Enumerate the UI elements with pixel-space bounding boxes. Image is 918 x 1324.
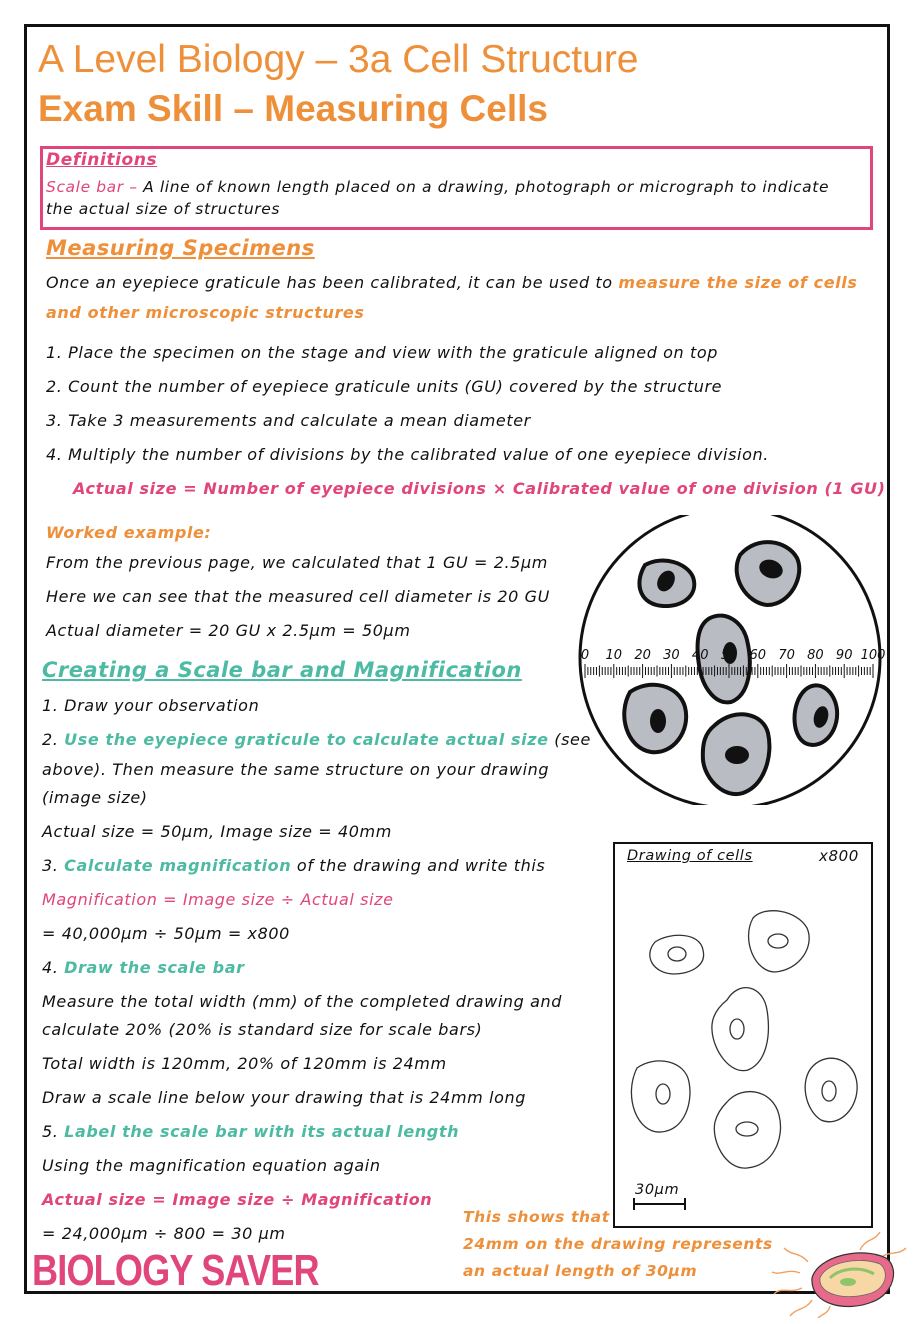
actual-size-calculation: = 24,000μm ÷ 800 = 30 μm <box>42 1224 286 1243</box>
graticule-label: 0 <box>580 648 590 663</box>
drawing-magnification: x800 <box>819 847 859 865</box>
page-title: A Level Biology – 3a Cell Structure <box>38 38 639 81</box>
note-line-2: 24mm on the drawing represents <box>463 1235 773 1253</box>
scale-step-4 <box>42 958 245 977</box>
measuring-intro <box>46 273 857 292</box>
drawn-cell-1 <box>650 935 704 974</box>
measure-step-1: 1. Place the specimen on the stage and view with the graticule aligned on top <box>46 343 718 362</box>
nucleus-6 <box>725 746 749 764</box>
sizes-line: Actual size = 50μm, Image size = 40mm <box>42 822 392 841</box>
measuring-intro-highlight: measure the size of cells <box>618 273 858 292</box>
scale-step-4-highlight: Draw the scale bar <box>64 958 245 977</box>
scale-step-1: 1. Draw your observation <box>42 696 260 715</box>
scale-step-5 <box>42 1122 459 1141</box>
scale-step-3 <box>42 856 545 875</box>
graticule-label: 100 <box>860 648 886 663</box>
scale-bar-label: 30μm <box>635 1182 680 1198</box>
drawn-nucleus-4 <box>656 1084 670 1104</box>
scale-step-2-line-3: (image size) <box>42 788 148 807</box>
scale-step-4-line-2: calculate 20% (20% is standard size for scale bars) <box>42 1020 483 1039</box>
measuring-intro-highlight-2: and other microscopic structures <box>46 303 365 322</box>
drawn-cell-5 <box>805 1058 857 1122</box>
scale-step-4-number: 4. <box>42 958 65 977</box>
worked-example-heading: Worked example: <box>46 523 212 542</box>
graticule-label: 60 <box>749 648 767 663</box>
scale-step-2-highlight: Use the eyepiece graticule to calculate actual size <box>64 730 549 749</box>
scale-step-4-line-4: Draw a scale line below your drawing that is 24mm long <box>42 1088 526 1107</box>
measure-step-4: 4. Multiply the number of divisions by the calibrated value of one eyepiece division. <box>46 445 769 464</box>
graticule-label: 70 <box>778 648 795 663</box>
scale-step-5-line-1: Using the magnification equation again <box>42 1156 381 1175</box>
microscope-field-diagram <box>575 515 890 805</box>
biology-saver-logo: BIOLOGY SAVER <box>32 1246 319 1295</box>
bacterium-illustration <box>770 1228 910 1318</box>
drawing-title: Drawing of cells <box>627 848 753 864</box>
definition-term: Scale bar – <box>46 178 138 196</box>
scale-step-3-highlight: Calculate magnification <box>64 856 292 875</box>
graticule-label: 20 <box>634 648 651 663</box>
drawn-nucleus-1 <box>668 947 686 961</box>
drawn-cell-3 <box>712 988 769 1071</box>
page-subtitle: Exam Skill – Measuring Cells <box>38 88 548 129</box>
note-line-1: This shows that <box>463 1208 610 1226</box>
scale-bar <box>634 1198 685 1210</box>
measuring-heading: Measuring Specimens <box>46 236 315 260</box>
graticule-ticks <box>585 664 873 678</box>
graticule-label: 90 <box>835 648 853 663</box>
measure-step-2: 2. Count the number of eyepiece graticule units (GU) covered by the structure <box>46 377 723 396</box>
magnification-formula: Magnification = Image size ÷ Actual size <box>42 890 394 909</box>
scale-step-4-line-1: Measure the total width (mm) of the completed drawing and <box>42 992 562 1011</box>
graticule-label: 30 <box>663 648 680 663</box>
worked-line-1: From the previous page, we calculated that 1 GU = 2.5μm <box>46 553 548 572</box>
scale-step-3-rest: of the drawing and write this <box>291 856 546 875</box>
magnification-calculation: = 40,000μm ÷ 50μm = x800 <box>42 924 290 943</box>
definition-line-1 <box>46 178 829 196</box>
graticule-label: 10 <box>605 648 623 663</box>
scale-bar-heading: Creating a Scale bar and Magnification <box>42 658 522 682</box>
graticule-label: 80 <box>807 648 824 663</box>
measure-step-3: 3. Take 3 measurements and calculate a mean diameter <box>46 411 531 430</box>
definition-text-2: the actual size of structures <box>46 200 281 218</box>
drawn-nucleus-6 <box>736 1122 758 1136</box>
scale-step-5-highlight: Label the scale bar with its actual length <box>64 1122 460 1141</box>
drawn-nucleus-5 <box>822 1081 836 1101</box>
actual-size-equation: Actual size = Image size ÷ Magnification <box>42 1190 433 1209</box>
scale-step-5-number: 5. <box>42 1122 65 1141</box>
scale-step-3-number: 3. <box>42 856 65 875</box>
worked-line-3: Actual diameter = 20 GU x 2.5μm = 50μm <box>46 621 411 640</box>
scale-step-2-number: 2. <box>42 730 65 749</box>
drawn-nucleus-2 <box>768 934 788 948</box>
graticule-label: 40 <box>691 648 709 663</box>
scale-step-2-rest: (see <box>548 730 591 749</box>
note-line-3: an actual length of 30μm <box>463 1262 698 1280</box>
scale-step-2 <box>42 730 591 749</box>
definitions-heading: Definitions <box>46 150 158 170</box>
definition-text-1: A line of known length placed on a drawing, photograph or micrograph to indicate <box>137 178 830 196</box>
nucleus-4 <box>650 709 666 733</box>
scale-step-4-line-3: Total width is 120mm, 20% of 120mm is 24mm <box>42 1054 447 1073</box>
worked-line-2: Here we can see that the measured cell diameter is 20 GU <box>46 587 550 606</box>
drawn-cell-6 <box>714 1092 780 1169</box>
cell-drawing <box>615 870 871 1210</box>
scale-step-2-line-2: above). Then measure the same structure on your drawing <box>42 760 550 779</box>
measuring-intro-text: Once an eyepiece graticule has been calibrated, it can be used to <box>46 273 619 292</box>
drawn-cell-4 <box>631 1061 690 1132</box>
graticule-label: 50 <box>720 648 738 663</box>
actual-size-formula: Actual size = Number of eyepiece divisions × Calibrated value of one division (1 GU) <box>73 479 886 498</box>
drawn-nucleus-3 <box>730 1019 744 1039</box>
drawn-cell-2 <box>749 911 810 972</box>
